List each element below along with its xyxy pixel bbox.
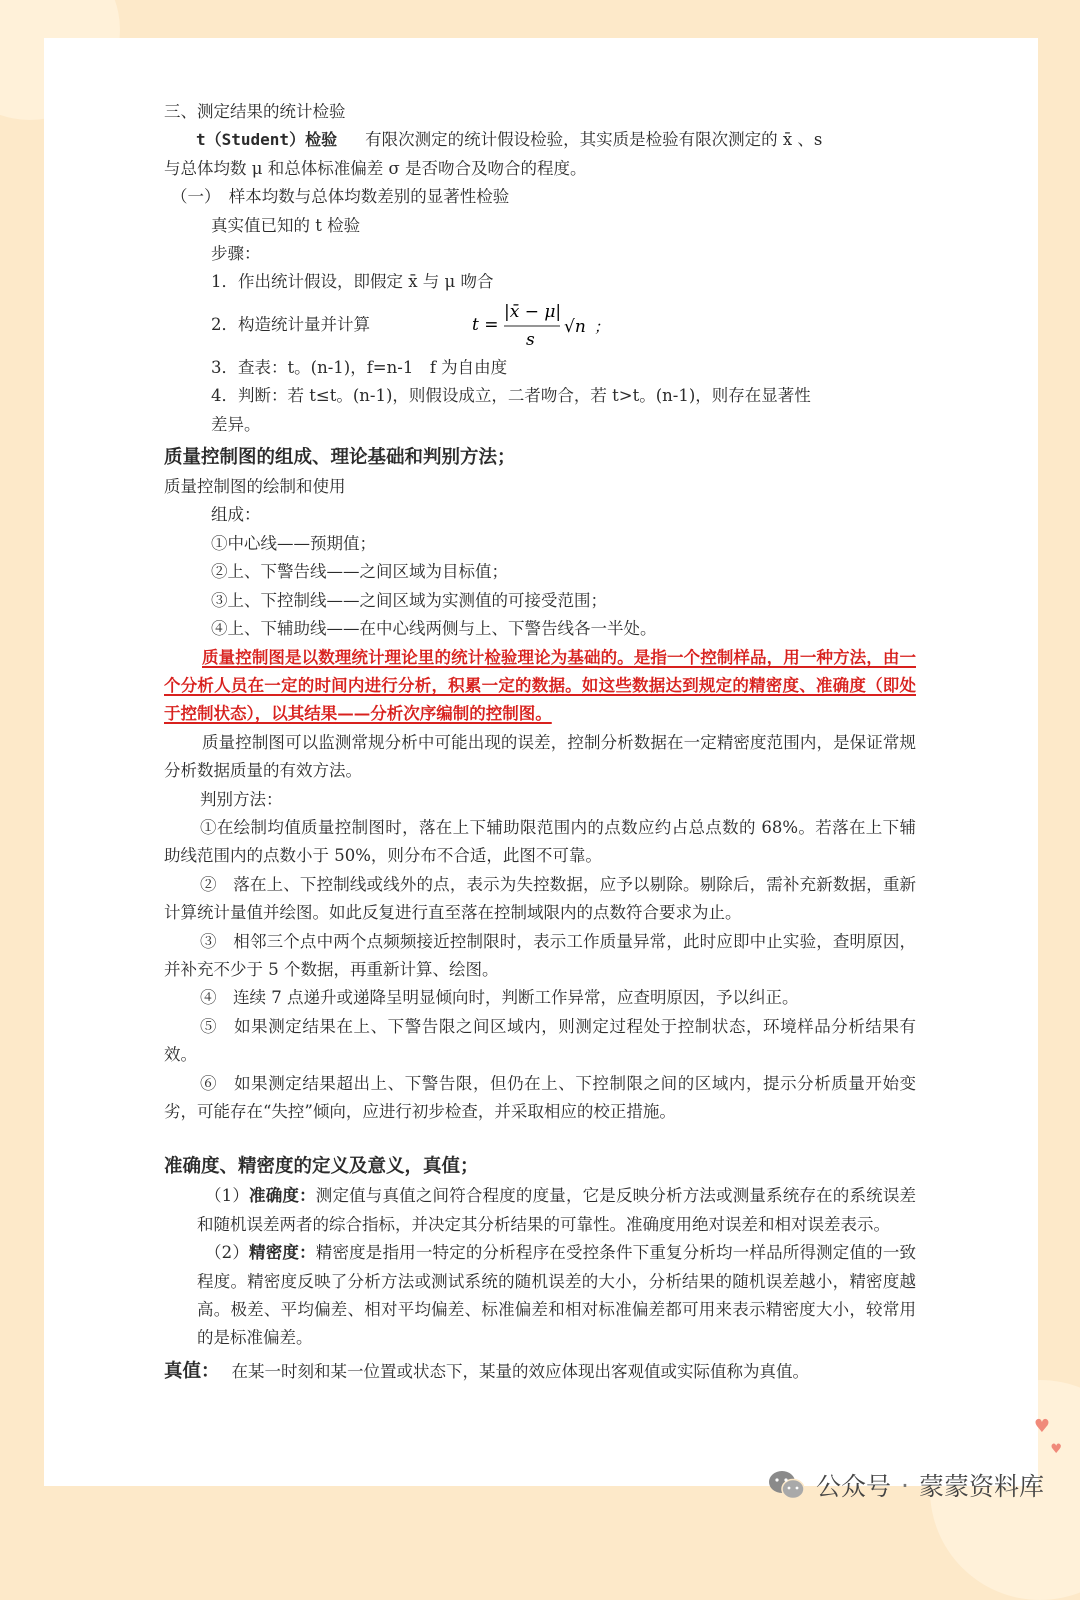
t-test-intro-text: 有限次测定的统计假设检验，其实质是检验有限次测定的 x̄ 、s	[365, 130, 823, 150]
judge-rule: ⑥ 如果测定结果超出上、下警告限，但仍在上、下控制限之间的区域内，提示分析质量开始变劣，可能存在“失控”倾向，应进行初步检查，并采取相应的校正措施。	[164, 1073, 916, 1121]
qc-subheading: 质量控制图的绘制和使用	[164, 477, 346, 497]
accuracy-term: 准确度：	[249, 1186, 316, 1206]
judge-rule: ④ 连续 7 点递升或递降呈明显倾向时，判断工作异常，应查明原因，予以纠正。	[200, 988, 799, 1008]
judge-rule: ③ 相邻三个点中两个点频频接近控制限时，表示工作质量异常，此时应即中止实验，查明原因，并补充不少于 5 个数据，再重新计算、绘图。	[164, 931, 916, 979]
precision-term: 精密度：	[249, 1243, 316, 1263]
heart-icon: ♥	[1033, 1416, 1050, 1437]
document-page	[44, 38, 1038, 1486]
judge-rule: ①在绘制均值质量控制图时，落在上下辅助限范围内的点数应约占总点数的 68%。若落在上下辅助线范围内的点数小于 50%，则分布不合适，此图不可靠。	[164, 817, 916, 866]
accuracy-number: （1）	[205, 1186, 250, 1206]
subsection-item: 真实值已知的 t 检验	[211, 215, 361, 235]
subsection-title: （一） 样本均数与总体均数差别的显著性检验	[171, 187, 510, 207]
t-test-intro-line2: 与总体均数 μ 和总体标准偏差 σ 是否吻合及吻合的程度。	[164, 158, 587, 178]
t-test-intro	[164, 126, 916, 154]
composition-item: ④上、下辅助线——在中心线两侧与上、下警告线各一半处。	[211, 619, 657, 639]
composition-label: 组成：	[211, 505, 261, 525]
formula-lhs: t =	[472, 314, 499, 335]
precision-number: （2）	[205, 1243, 250, 1263]
spacer	[164, 1126, 916, 1152]
precision-definition	[164, 1239, 916, 1353]
document-content	[164, 98, 916, 1387]
steps-label: 步骤：	[211, 244, 261, 264]
step-1: 1．作出统计假设，即假定 x̄ 与 μ 吻合	[211, 272, 494, 292]
qc-purpose-paragraph: 质量控制图可以监测常规分析中可能出现的误差，控制分析数据在一定精密度范围内，是保证常规分析数据质量的有效方法。	[164, 732, 916, 781]
accuracy-definition	[164, 1182, 916, 1239]
theory-paragraph	[164, 644, 916, 729]
qc-heading: 质量控制图的组成、理论基础和判别方法；	[164, 447, 516, 469]
t-formula	[470, 297, 630, 354]
true-value-text: 在某一时刻和某一位置或状态下，某量的效应体现出客观值或实际值称为真值。	[231, 1361, 810, 1381]
formula-end: ；	[594, 317, 610, 336]
accuracy-heading: 准确度、精密度的定义及意义，真值；	[164, 1156, 479, 1178]
watermark-platform: 公众号	[816, 1472, 892, 1501]
judge-label: 判别方法：	[200, 789, 283, 809]
wechat-icon	[768, 1469, 806, 1501]
judge-rule: ⑤ 如果测定结果在上、下警告限之间区域内，则测定过程处于控制状态，环境样品分析结果有效。	[164, 1016, 916, 1065]
formula-denominator: s	[526, 329, 535, 350]
heart-icon: ♥	[1050, 1442, 1062, 1457]
precision-text: 精密度是指用一特定的分析程序在受控条件下重复分析均一样品所得测定值的一致程度。精密度反映了分析方法或测试系统的随机误差的大小，分析结果的随机误差越小，精密度越高。极差、平均偏差、相对平均偏差、标准偏差和相对标准偏差都可用来表示精密度大小，较常用的是标准偏差。	[197, 1243, 917, 1348]
composition-item: ①中心线——预期值；	[211, 533, 376, 553]
composition-item: ③上、下控制线——之间区域为实测值的可接受范围；	[211, 590, 607, 610]
step-2	[164, 297, 916, 354]
step-2-text: 2．构造统计量并计算	[211, 314, 370, 334]
true-value-term: 真值：	[164, 1360, 220, 1382]
accuracy-text: 测定值与真值之间符合程度的度量，它是反映分析方法或测量系统存在的系统误差和随机误差两者的综合指标，并决定其分析结果的可靠性。准确度用绝对误差和相对误差表示。	[197, 1186, 917, 1234]
section-title: 三、测定结果的统计检验	[164, 102, 346, 121]
step-4-cont: 差异。	[211, 414, 261, 434]
watermark	[768, 1467, 1044, 1503]
step-4: 4．判断：若 t≤t。(n-1)，则假设成立，二者吻合，若 t>t。(n-1)，则存在显著性	[211, 386, 811, 406]
watermark-name: 蒙蒙资料库	[918, 1472, 1044, 1501]
composition-item: ②上、下警告线——之间区域为目标值；	[211, 562, 508, 582]
true-value-definition	[164, 1357, 916, 1387]
step-3: 3．查表：t。(n-1)，f=n-1 f 为自由度	[211, 357, 508, 377]
formula-numerator: |x̄ − μ|	[504, 301, 562, 322]
formula-root: √n	[564, 316, 586, 337]
judge-rule: ② 落在上、下控制线或线外的点，表示为失控数据，应予以剔除。剔除后，需补充新数据，重新计算统计量值并绘图。如此反复进行直至落在控制域限内的点数符合要求为止。	[164, 874, 916, 923]
t-test-label: t（Student）检验	[196, 130, 338, 150]
watermark-separator: ·	[901, 1470, 909, 1500]
theory-highlight: 质量控制图是以数理统计理论里的统计检验理论为基础的。是指一个控制样品，用一种方法，由一个分析人员在一定的时间内进行分析，积累一定的数据。如这些数据达到规定的精密度、准确度（即处于控制状态），以其结果——分析次序编制的控制图。	[164, 647, 916, 724]
